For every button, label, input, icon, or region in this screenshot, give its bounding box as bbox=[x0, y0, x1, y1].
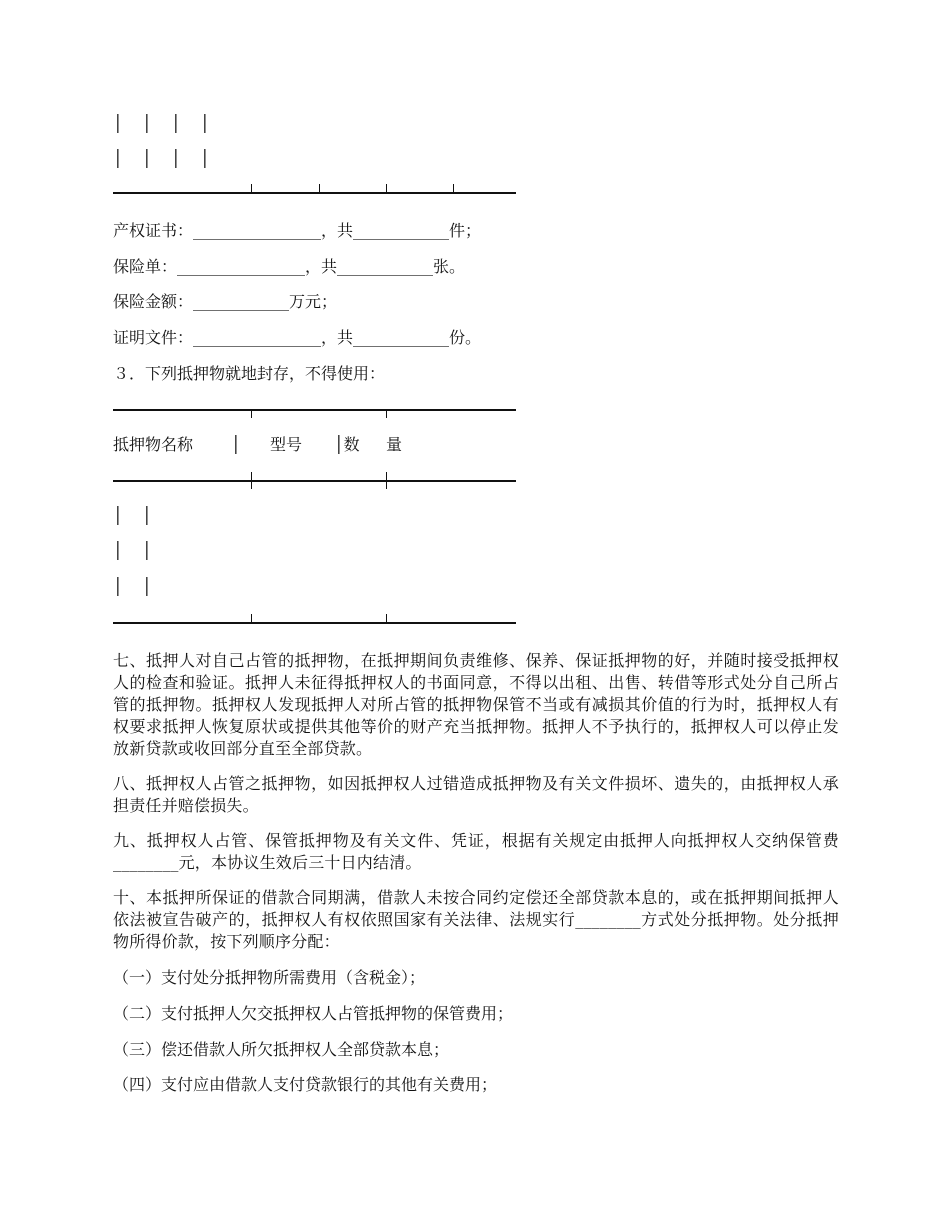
field-insurance-policy: 保险单：________________，共____________张。 bbox=[113, 257, 466, 276]
field-insurance-amount: 保险金额：____________万元； bbox=[113, 292, 338, 311]
table1-column-tick bbox=[251, 184, 252, 193]
item-3-heading: ３．下列抵押物就地封存，不得使用： bbox=[113, 364, 386, 383]
table-cell: │ bbox=[113, 114, 123, 133]
clause-8: 八、抵押权人占管之抵押物，如因抵押权人过错造成抵押物及有关文件损坏、遗失的，由抵押权人承担责任并赔偿损失。 bbox=[113, 774, 839, 815]
table-cell: │ bbox=[171, 114, 181, 133]
clause-9: 九、抵押权人占管、保管抵押物及有关文件、凭证，根据有关规定由抵押人向抵押权人交纳保管费________元，本协议生效后三十日内结清。 bbox=[113, 831, 839, 872]
table2-top-rule bbox=[113, 409, 516, 411]
table2-column-tick bbox=[251, 472, 252, 489]
table2-column-tick bbox=[251, 614, 252, 623]
table2-column-tick bbox=[386, 614, 387, 623]
distribution-item-1: （一）支付处分抵押物所需费用（含税金）； bbox=[113, 968, 426, 987]
table-cell: │ bbox=[142, 114, 152, 133]
table-cell: │ bbox=[200, 114, 210, 133]
table1-column-tick bbox=[319, 184, 320, 193]
table2-header-sep: │ bbox=[231, 435, 241, 454]
table2-bottom-rule bbox=[113, 622, 516, 624]
table2-header-quantity-2: 量 bbox=[386, 435, 403, 454]
distribution-item-3: （三）偿还借款人所欠抵押权人全部贷款本息； bbox=[113, 1040, 450, 1059]
distribution-item-2: （二）支付抵押人欠交抵押权人占管抵押物的保管费用； bbox=[113, 1004, 514, 1023]
table-cell: │ bbox=[113, 541, 123, 560]
table-cell: │ bbox=[113, 506, 123, 525]
table2-column-tick bbox=[251, 409, 252, 418]
table2-column-tick bbox=[386, 472, 387, 489]
table2-header-quantity: │数 bbox=[334, 435, 360, 454]
clause-7: 七、抵押人对自己占管的抵押物，在抵押期间负责维修、保养、保证抵押物的好，并随时接受抵押权人的检查和验证。抵押人未征得抵押权人的书面同意，不得以出租、出售、转借等形式处分自己所占管的抵押物。抵押权人发现抵押人对所占管的抵押物保管不当或有减损其价值的行为时，抵押权人有权要求抵押人恢复原状或提供其他等价的财产充当抵押物。抵押人不予执行的，抵押权人可以停止发放新贷款或收回部分直至全部贷款。 bbox=[113, 651, 839, 758]
table-cell: │ bbox=[142, 541, 152, 560]
table-cell: │ bbox=[142, 577, 152, 596]
table2-header-model: 型号 bbox=[270, 435, 303, 454]
table1-column-tick bbox=[386, 184, 387, 193]
table1-bottom-rule bbox=[113, 192, 516, 194]
table2-header-rule bbox=[113, 480, 516, 482]
distribution-item-4: （四）支付应由借款人支付贷款银行的其他有关费用； bbox=[113, 1075, 498, 1094]
table-cell: │ bbox=[200, 149, 210, 168]
table-cell: │ bbox=[142, 506, 152, 525]
table2-column-tick bbox=[386, 409, 387, 418]
table1-column-tick bbox=[453, 184, 454, 193]
table-cell: │ bbox=[142, 149, 152, 168]
table-cell: │ bbox=[171, 149, 181, 168]
clause-10: 十、本抵押所保证的借款合同期满，借款人未按合同约定偿还全部贷款本息的，或在抵押期间抵押人依法被宣告破产的，抵押权人有权依照国家有关法律、法规实行________方式处分抵押物。处分抵押物所得价款，按下列顺序分配： bbox=[113, 888, 839, 951]
table-cell: │ bbox=[113, 577, 123, 596]
field-proof-documents: 证明文件：________________，共____________份。 bbox=[113, 328, 482, 347]
field-property-certificate: 产权证书：________________，共____________件； bbox=[113, 221, 482, 240]
table-cell: │ bbox=[113, 149, 123, 168]
table2-header-name: 抵押物名称 bbox=[113, 435, 194, 454]
